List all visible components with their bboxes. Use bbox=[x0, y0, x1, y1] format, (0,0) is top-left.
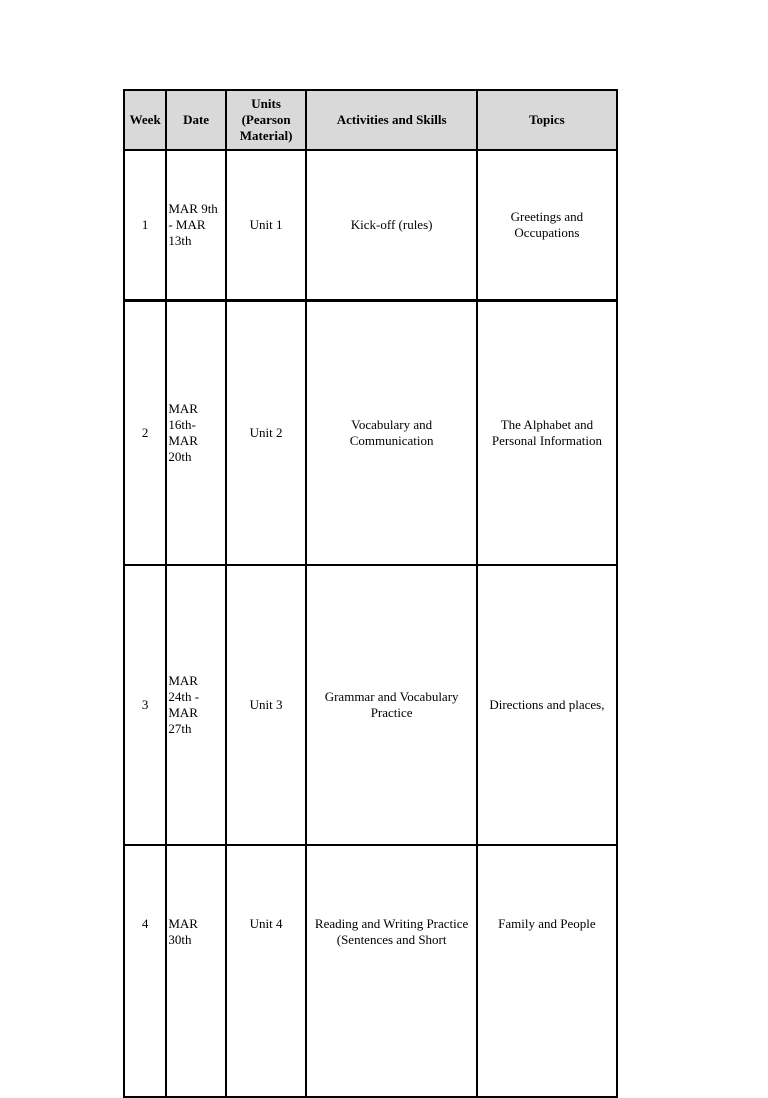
date-cell bbox=[166, 845, 225, 1097]
activities-cell bbox=[306, 565, 476, 845]
topics-line: Personal Information bbox=[491, 433, 602, 448]
week-cell: 3 bbox=[124, 565, 166, 845]
table-row bbox=[124, 565, 617, 845]
header-units-line: (Pearson bbox=[241, 112, 291, 127]
topics-cell bbox=[477, 301, 617, 566]
date-line: MAR 9th bbox=[168, 201, 218, 216]
date-cell bbox=[166, 150, 225, 301]
activities-line: Vocabulary and bbox=[351, 417, 433, 432]
date-line: 13th bbox=[168, 233, 192, 248]
header-activities: Activities and Skills bbox=[306, 90, 476, 150]
activities-line: Communication bbox=[349, 433, 434, 448]
date-line: 30th bbox=[168, 932, 192, 947]
unit-cell: Unit 1 bbox=[226, 150, 307, 301]
date-line: - MAR bbox=[168, 217, 206, 232]
topics-line: Family and People bbox=[498, 916, 596, 931]
schedule-table bbox=[123, 89, 618, 1098]
topics-line: Directions and places, bbox=[489, 697, 605, 712]
unit-cell: Unit 4 bbox=[226, 845, 307, 1097]
unit-cell: Unit 2 bbox=[226, 301, 307, 566]
date-line: MAR bbox=[168, 705, 198, 720]
activities-cell bbox=[306, 150, 476, 301]
week-cell: 4 bbox=[124, 845, 166, 1097]
date-line: MAR bbox=[168, 433, 198, 448]
date-cell bbox=[166, 301, 225, 566]
header-date: Date bbox=[166, 90, 225, 150]
date-line: 20th bbox=[168, 449, 192, 464]
header-week: Week bbox=[124, 90, 166, 150]
topics-line: Occupations bbox=[514, 225, 580, 240]
unit-cell: Unit 3 bbox=[226, 565, 307, 845]
table-row bbox=[124, 845, 617, 1097]
schedule-table-container bbox=[123, 89, 618, 947]
date-line: MAR bbox=[168, 401, 198, 416]
activities-line: Grammar and Vocabulary bbox=[324, 689, 459, 704]
week-cell: 2 bbox=[124, 301, 166, 566]
table-row bbox=[124, 150, 617, 301]
date-line: MAR bbox=[168, 673, 198, 688]
activities-line: Practice bbox=[370, 705, 413, 720]
topics-cell bbox=[477, 150, 617, 301]
date-line: 24th - bbox=[168, 689, 200, 704]
header-units-line: Units bbox=[251, 96, 281, 111]
week-cell: 1 bbox=[124, 150, 166, 301]
activities-line: Reading and Writing Practice bbox=[314, 916, 469, 931]
activities-cell bbox=[306, 845, 476, 1097]
table-header-row bbox=[124, 90, 617, 150]
header-units bbox=[226, 90, 307, 150]
topics-cell bbox=[477, 565, 617, 845]
topics-line: The Alphabet and bbox=[500, 417, 594, 432]
date-line: MAR bbox=[168, 916, 198, 931]
header-units-line: Material) bbox=[239, 128, 293, 143]
date-cell bbox=[166, 565, 225, 845]
activities-cell bbox=[306, 301, 476, 566]
header-topics: Topics bbox=[477, 90, 617, 150]
date-line: 27th bbox=[168, 721, 192, 736]
table-row bbox=[124, 301, 617, 566]
topics-cell bbox=[477, 845, 617, 1097]
activities-line: (Sentences and Short bbox=[336, 932, 447, 947]
date-line: 16th- bbox=[168, 417, 196, 432]
topics-line: Greetings and bbox=[510, 209, 584, 224]
activities-line: Kick-off (rules) bbox=[350, 217, 433, 232]
